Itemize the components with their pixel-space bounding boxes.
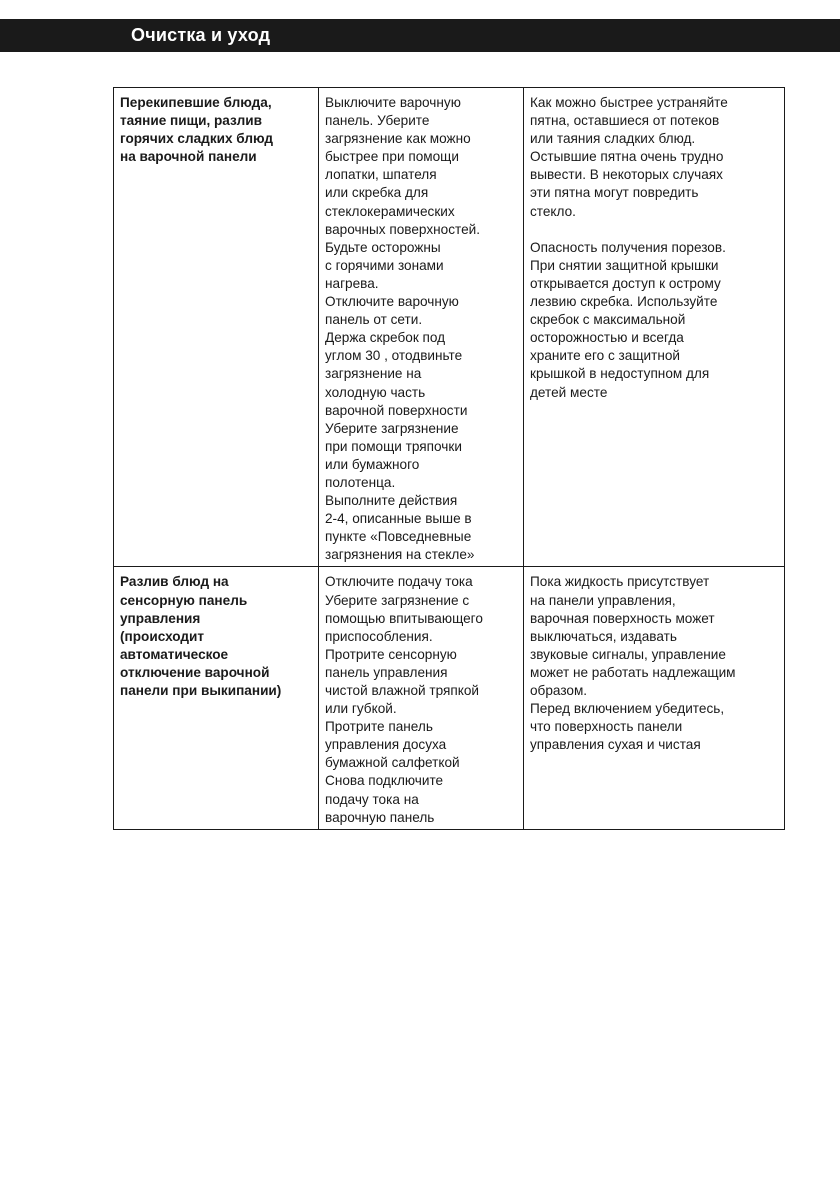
table-row bbox=[114, 567, 785, 829]
section-title: Очистка и уход bbox=[131, 25, 271, 45]
note-cell: Пока жидкость присутствует на панели управления, варочная поверхность может выключаться, издавать звуковые сигналы, управление может не работать надлежащим образом. Перед включением убедитесь, что поверхность панели управления сухая и чистая bbox=[524, 567, 785, 829]
section-header-bar bbox=[0, 19, 840, 52]
table-row bbox=[114, 88, 785, 567]
problem-cell: Перекипевшие блюда, таяние пищи, разлив горячих сладких блюд на варочной панели bbox=[114, 88, 319, 567]
action-cell: Отключите подачу тока Уберите загрязнение с помощью впитывающего приспособления. Протрите сенсорную панель управления чистой влажной тряпкой или губкой. Протрите панель управления досуха бумажной салфеткой Снова подключите подачу тока на варочную панель bbox=[319, 567, 524, 829]
note-cell: Как можно быстрее устраняйте пятна, оставшиеся от потеков или таяния сладких блюд. Остывшие пятна очень трудно вывести. В некоторых случаях эти пятна могут повредить стекло. Опасность получения порезов. При снятии защитной крышки открывается доступ к острому лезвию скребка. Используйте скребок с максимальной осторожностью и всегда храните его с защитной крышкой в недоступном для детей месте bbox=[524, 88, 785, 567]
action-cell: Выключите варочную панель. Уберите загрязнение как можно быстрее при помощи лопатки, шпателя или скребка для стеклокерамических варочных поверхностей. Будьте осторожны с горячими зонами нагрева. Отключите варочную панель от сети. Держа скребок под углом 30 , отодвиньте загрязнение на холодную часть варочной поверхности Уберите загрязнение при помощи тряпочки или бумажного полотенца. Выполните действия 2-4, описанные выше в пункте «Повседневные загрязнения на стекле» bbox=[319, 88, 524, 567]
problem-cell: Разлив блюд на сенсорную панель управления (происходит автоматическое отключение варочной панели при выкипании) bbox=[114, 567, 319, 829]
cleaning-table bbox=[113, 87, 785, 830]
